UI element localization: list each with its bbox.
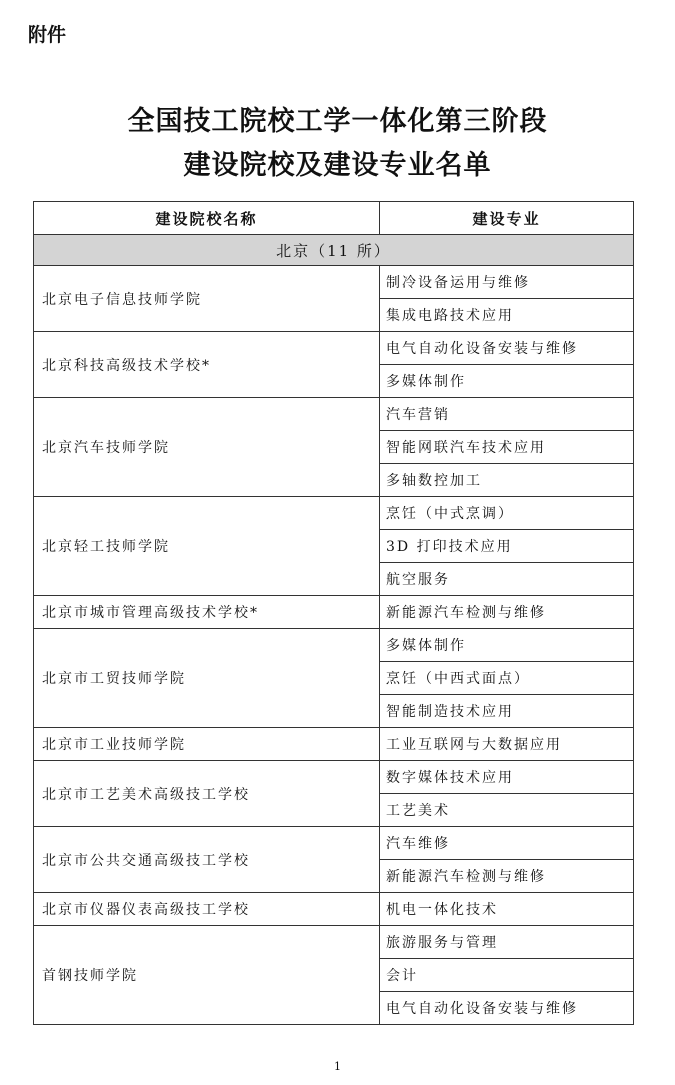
major-cell: 烹饪（中西式面点） xyxy=(380,662,634,695)
header-major: 建设专业 xyxy=(380,202,634,235)
table-row xyxy=(34,827,634,860)
table-row xyxy=(34,893,634,926)
major-cell: 会计 xyxy=(380,959,634,992)
major-cell: 智能制造技术应用 xyxy=(380,695,634,728)
major-cell: 数字媒体技术应用 xyxy=(380,761,634,794)
school-name-cell: 北京科技高级技术学校* xyxy=(34,332,380,398)
school-name-cell: 首钢技师学院 xyxy=(34,926,380,1025)
major-cell: 工艺美术 xyxy=(380,794,634,827)
major-cell: 多媒体制作 xyxy=(380,365,634,398)
header-school-name: 建设院校名称 xyxy=(34,202,380,235)
title-line-2: 建设院校及建设专业名单 xyxy=(183,150,492,181)
table-body xyxy=(34,235,634,1025)
major-cell: 电气自动化设备安装与维修 xyxy=(380,992,634,1025)
table-row xyxy=(34,596,634,629)
major-cell: 航空服务 xyxy=(380,563,634,596)
page-number: 1 xyxy=(334,1060,341,1073)
school-name-cell: 北京汽车技师学院 xyxy=(34,398,380,497)
major-cell: 新能源汽车检测与维修 xyxy=(380,596,634,629)
major-cell: 多媒体制作 xyxy=(380,629,634,662)
school-name-cell: 北京市工艺美术高级技工学校 xyxy=(34,761,380,827)
document-title xyxy=(0,100,675,188)
school-name-cell: 北京市城市管理高级技术学校* xyxy=(34,596,380,629)
major-cell: 多轴数控加工 xyxy=(380,464,634,497)
table-row xyxy=(34,266,634,299)
major-cell: 工业互联网与大数据应用 xyxy=(380,728,634,761)
major-cell: 机电一体化技术 xyxy=(380,893,634,926)
school-name-cell: 北京市公共交通高级技工学校 xyxy=(34,827,380,893)
major-cell: 电气自动化设备安装与维修 xyxy=(380,332,634,365)
school-list-table xyxy=(33,201,634,1025)
major-cell: 3D 打印技术应用 xyxy=(380,530,634,563)
major-cell: 制冷设备运用与维修 xyxy=(380,266,634,299)
school-name-cell: 北京轻工技师学院 xyxy=(34,497,380,596)
table-row xyxy=(34,398,634,431)
table-row xyxy=(34,926,634,959)
table-row xyxy=(34,332,634,365)
school-name-cell: 北京市仪器仪表高级技工学校 xyxy=(34,893,380,926)
school-name-cell: 北京市工贸技师学院 xyxy=(34,629,380,728)
school-name-cell: 北京电子信息技师学院 xyxy=(34,266,380,332)
table-row xyxy=(34,629,634,662)
school-name-cell: 北京市工业技师学院 xyxy=(34,728,380,761)
table-header-row xyxy=(34,202,634,235)
major-cell: 智能网联汽车技术应用 xyxy=(380,431,634,464)
major-cell: 汽车维修 xyxy=(380,827,634,860)
table-row xyxy=(34,497,634,530)
table-row xyxy=(34,761,634,794)
major-cell: 集成电路技术应用 xyxy=(380,299,634,332)
title-line-1: 全国技工院校工学一体化第三阶段 xyxy=(127,106,548,137)
region-row xyxy=(34,235,634,266)
major-cell: 旅游服务与管理 xyxy=(380,926,634,959)
major-cell: 汽车营销 xyxy=(380,398,634,431)
region-cell: 北京（11 所） xyxy=(34,235,634,266)
major-cell: 新能源汽车检测与维修 xyxy=(380,860,634,893)
table-row xyxy=(34,728,634,761)
major-cell: 烹饪（中式烹调） xyxy=(380,497,634,530)
attachment-label: 附件 xyxy=(28,24,67,46)
